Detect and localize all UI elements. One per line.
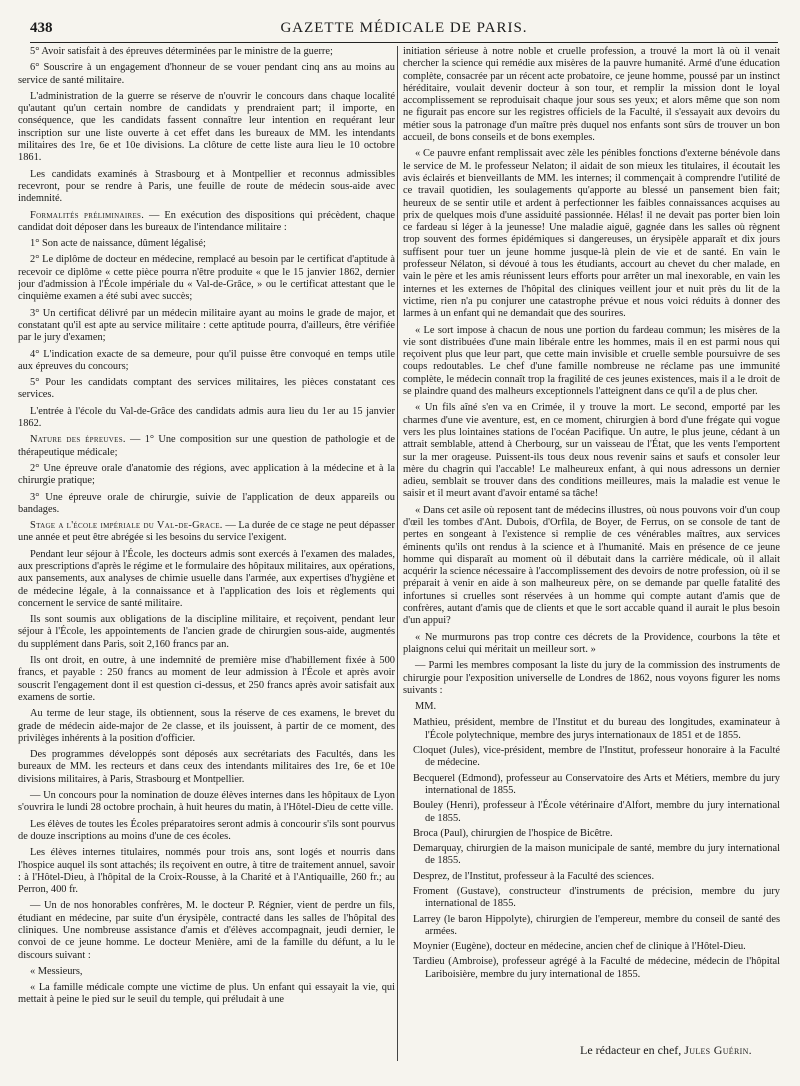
paragraph: « Ne murmurons pas trop contre ces décrets de la Providence, courbons la tête et plaignons celui qui méritait un meilleur sort. »: [403, 631, 780, 655]
paragraph-text: — En exécution des dispositions qui précèdent, chaque candidat doit déposer dans les bureaux de l'intendance militaire :: [18, 209, 395, 233]
jury-list-item: Moynier (Eugène), docteur en médecine, ancien chef de clinique à l'Hôtel-Dieu.: [413, 941, 746, 953]
page-number: 438: [30, 20, 53, 36]
paragraph: 3° Une épreuve orale de chirurgie, suivie de l'application de deux appareils ou bandages.: [18, 491, 395, 515]
paragraph: « Un fils aîné s'en va en Crimée, il y trouve la mort. Le second, emporté par les charmes d'une vie aventure, est, en ce moment, chirurgien à bord d'une frégate qui vogue vers les plus lointaines stations de l'océan Pacifique. Un autre, le plus jeune, cédant à un attrait semblable, attend à Cherbourg, sur un vaisseau de l'État, que les vents l'emportent sur la mer orageuse. Puissent-ils tous deux nous revenir sains et saufs et consoler leur mère du chagrin qui l'accable! Le malheureux enfant, à qui nous adressons un dernier adieu, semblait se trouver dans des conditions meilleures, mais la maladie est venue le saisir et il meurt avant d'avoir entamé sa tâche!: [403, 402, 780, 500]
paragraph: L'entrée à l'école du Val-de-Grâce des candidats admis aura lieu du 1er au 15 janvier 1862.: [18, 405, 395, 430]
paragraph-text: — La durée de ce stage ne peut dépasser une année et peut être abrégée si les besoins du service l'exigent.: [18, 520, 395, 544]
paragraph: Au terme de leur stage, ils obtiennent, sous la réserve de ces examens, le brevet du grade de médecin aide-major de 2e classe, et ils jouissent, à partir de ce moment, des privilèges inhérents à la position d'officier.: [18, 708, 395, 744]
jury-list-item: Mathieu, président, membre de l'Institut et du bureau des longitudes, examinateur à l'École polytechnique, membre des jurys internationaux de 1851 et de 1855.: [413, 717, 780, 741]
jury-list-item: Desprez, de l'Institut, professeur à la Faculté des sciences.: [413, 870, 655, 882]
section-heading: Stage a l'école impériale du Val-de-Grace.: [30, 520, 223, 532]
paragraph: Pendant leur séjour à l'École, les docteurs admis sont exercés à l'examen des malades, aux prescriptions d'après le régime et le formulaire des hôpitaux militaires, aux opérations, aux pansements, aux analyses de chimie usuelle dans l'armée, aux expertises d'hygiène et de médecine légale, à la connaissance et à l'application des lois et règlements qui concernent le service de santé militaire.: [18, 548, 395, 609]
left-column: [18, 46, 395, 1061]
paragraph: — Un concours pour la nomination de douze élèves internes dans les hôpitaux de Lyon s'ouvrira le lundi 28 octobre prochain, à huit heures du matin, à l'Hôtel-Dieu de cette ville.: [18, 790, 395, 814]
jury-list-item: Becquerel (Edmond), professeur au Conservatoire des Arts et Métiers, membre du jury international de 1855.: [413, 772, 780, 796]
paragraph: MM.: [415, 701, 437, 713]
jury-list-item: Tardieu (Ambroise), professeur agrégé à la Faculté de médecine, médecin de l'hôpital Lariboisière, membre du jury international de 1855.: [413, 956, 780, 980]
paragraph: 6° Souscrire à un engagement d'honneur de se vouer pendant cinq ans au moins au service de santé militaire.: [18, 62, 395, 86]
paragraph: 2° Le diplôme de docteur en médecine, remplacé au besoin par le certificat d'aptitude à recevoir ce diplôme « cette pièce pourra n'être produite « que le 15 janvier 1862, dernier jour d'admission à l'École impériale du « Val-de-Grâce, » ou le certificat attestant que le cinquième examen a été subi avec succès;: [18, 254, 395, 303]
paragraph: Les élèves de toutes les Écoles préparatoires seront admis à concourir s'ils sont pourvus de douze inscriptions au moins d'une de ces écoles.: [18, 818, 395, 842]
paragraph: 5° Pour les candidats comptant des services militaires, les pièces constatant ces services.: [18, 377, 395, 401]
page-header: [30, 18, 778, 40]
jury-list-item: Demarquay, chirurgien de la maison municipale de santé, membre du jury international de 1855.: [413, 843, 780, 867]
paragraph: — Un de nos honorables confrères, M. le docteur P. Régnier, vient de perdre un fils, étudiant en médecine, par suite d'un érysipèle, contracté dans les salles de l'hôpital des cliniques. Une nombreuse assistance d'amis et d'élèves accompagnait, jeudi dernier, le convoi de ce jeune homme. Le docteur Menière, ami de la famille du défunt, a lu le discours suivant :: [18, 900, 395, 961]
paragraph: L'administration de la guerre se réserve de n'ouvrir le concours dans chaque localité qu'autant qu'un certain nombre de candidats y prendraient part; il importe, en conséquence, que les candidats fassent connaître leur intention en requérant leur inscription sur une liste ouverte à cet effet dans les bureaux de MM. les intendants militaires des 1re, 6e et 10e divisions. La clôture de cette liste aura lieu le 10 octobre 1861.: [18, 90, 395, 164]
header-rule: [30, 42, 778, 43]
jury-list-item: Cloquet (Jules), vice-président, membre de l'Institut, professeur honoraire à la Faculté de médecine.: [413, 745, 780, 769]
paragraph: 3° Un certificat délivré par un médecin militaire ayant au moins le grade de major, et constatant qu'il est apte au service militaire : cette aptitude pourra, d'ailleurs, être vérifiée par le jury d'examen;: [18, 307, 395, 344]
right-column: [403, 46, 780, 1061]
paragraph: « Le sort impose à chacun de nous une portion du fardeau commun; les misères de la vie sont distribuées d'une main libérale entre les hommes, mais il en est parmi nous qui reçoivent plus que leur part, que cette main invisible et cruelle semble poursuivre de ses coups redoutables. Le chef d'une famille nombreuse ne réclame pas une immunité complète, le médecin connaît trop la fragilité de ces jeunes existences, mais il a le droit de se plaindre quand des malheurs exceptionnels l'atteignent dans ce qu'il a de plus cher.: [403, 324, 780, 398]
paragraph: « Messieurs,: [30, 965, 83, 977]
paragraph: « Dans cet asile où reposent tant de médecins illustres, où nous pouvons voir d'un coup d'œil les tombes d'Ant. Dubois, d'Orfila, de Boyer, de Ferrus, on se console de tant de pertes en songeant à l'existence si remplie de ces vénérables maîtres, aux services éminents qu'ils ont rendus à la science et à l'humanité. Mais en présence de ce jeune homme qui disparaît au moment où il débutait dans la carrière médicale, où il allait acquérir la science nécessaire à l'accomplissement des devoirs de notre profession, où il se préparait à venir en aide à son malheureux père, on se demande par quelle fatalité des infortunes si cruelles sont réservées à un homme qui compte autant d'amis que de confrères, autant d'amis que de clients et que le sort accable quand il aurait le plus besoin d'un appui?: [403, 504, 780, 627]
paragraph: 5° Avoir satisfait à des épreuves déterminées par le ministre de la guerre;: [30, 46, 333, 57]
section-heading: Nature des épreuves.: [30, 434, 126, 446]
section-paragraph: [18, 520, 395, 545]
paragraph: Ils ont droit, en outre, à une indemnité de première mise d'habillement fixée à 500 francs, et payable : 250 francs au moment de leur admission à l'École et après avoir souscrit l'engagement dont il est question ci-dessus, et 250 francs après avoir satisfait aux examens de sortie.: [18, 655, 395, 703]
paragraph: Des programmes développés sont déposés aux secrétariats des Facultés, dans les bureaux de MM. les recteurs et dans ceux des intendants militaires des 1re, 6e et 10e divisions militaires, à Paris, Strasbourg et Montpellier.: [18, 749, 395, 785]
paragraph-text: — 1° Une composition sur une question de pathologie et de thérapeutique médicale;: [18, 434, 395, 458]
signature-label: Le rédacteur en chef,: [580, 1043, 682, 1057]
signature: [580, 1043, 752, 1058]
jury-list-item: Froment (Gustave), constructeur d'instruments de précision, membre du jury international de 1855.: [413, 886, 780, 910]
paragraph: 4° L'indication exacte de sa demeure, pour qu'il puisse être convoqué en temps utile aux épreuves du concours;: [18, 348, 395, 372]
signature-name: Jules Guérin.: [684, 1043, 752, 1057]
paragraph: 2° Une épreuve orale d'anatomie des régions, avec application à la médecine et à la chirurgie pratique;: [18, 462, 395, 487]
jury-list-item: Larrey (le baron Hippolyte), chirurgien de l'empereur, membre du conseil de santé des armées.: [413, 913, 780, 937]
journal-title: GAZETTE MÉDICALE DE PARIS.: [280, 20, 528, 36]
column-divider: [397, 46, 398, 1061]
section-paragraph: [18, 434, 395, 459]
paragraph: « La famille médicale compte une victime de plus. Un enfant qui essayait la vie, qui mettait à peine le pied sur le seuil du temple, qui préludait à une: [18, 982, 395, 1006]
paragraph: Ils sont soumis aux obligations de la discipline militaire, et reçoivent, pendant leur séjour à l'École, les appointements de l'ancien grade de chirurgien sous-aide, augmentés du supplément dans Paris, soit 2,160 francs par an.: [18, 614, 395, 650]
paragraph: — Parmi les membres composant la liste du jury de la commission des instruments de chirurgie pour l'exposition universelle de Londres de 1862, nous voyons figurer les noms suivants :: [403, 660, 780, 696]
paragraph: initiation sérieuse à notre noble et cruelle profession, a trouvé la mort là où il venait chercher la science qui remédie aux misères de la pauvre humanité. Armé d'une éducation complète, consacrée par un récent acte probatoire, ce jeune homme, poussé par un instinct héréditaire, voulait devenir docteur à son tour, et remplir la mission dont le loyal accomplissement se reproduisait chaque jour sous ses yeux; et alors même que son nom ne figurait pas encore sur les registres officiels de la Faculté, il s'essayait aux devoirs du métier sous la patronage d'un maître près duquel nos enfants sont sûrs de trouver un bon accueil, de bons conseils et de bons exemples.: [403, 46, 780, 144]
section-paragraph: [18, 210, 395, 235]
paragraph: Les élèves internes titulaires, nommés pour trois ans, sont logés et nourris dans l'hospice auquel ils sont attachés; ils reçoivent en outre, à titre de traitement annuel, savoir : à l'Hôtel-Dieu, à l'hôpital de la Croix-Rousse, à la Charité et à l'Antiquaille, 260 fr.; au Perron, 400 fr.: [18, 847, 395, 896]
jury-list-item: Bouley (Henri), professeur à l'École vétérinaire d'Alfort, membre du jury international de 1855.: [413, 800, 780, 824]
jury-list-item: Broca (Paul), chirurgien de l'hospice de Bicêtre.: [413, 827, 613, 839]
paragraph: 1° Son acte de naissance, dûment légalisé;: [30, 238, 206, 250]
paragraph: « Ce pauvre enfant remplissait avec zèle les pénibles fonctions d'externe bénévole dans le service de M. le professeur Nelaton; il aidait de son mieux les titulaires, il écoutait les avis éclairés et bienveillants de MM. les internes; il commençait à comprendre l'utilité de ce travail quotidien, les soulagements qu'apporte au blessé un pansement bien fait; heureux de se sentir utile et ardent à perfectionner les faibles connaissances acquises au prix de quelques mois d'une assiduité passionnée. Hélas! il ne devait pas porter bien loin ce fardeau si léger à la jeunesse! Une maladie aiguë, gagnée dans les salles où règnent trop souvent des formes épidémiques si dangereuses, un érysipèle apparaît et dix jours suffisent pour tuer un jeune homme jusque-là plein de vie et de santé. En vain le professeur Nélaton, si dévoué à tous les étudiants, accourt au chevet du cher malade, en vain le père et les amis réunissent leurs efforts pour arrêter un mal inexorable, en vain les internes et les externes de l'hôpital des cliniques veillent jour et nuit près du lit de la victime, rien n'a pu conjurer une catastrophe prévue et nous voici réduits à donner des larmes à un enfant qui ne demandait que des sourires.: [403, 148, 780, 320]
paragraph: Les candidats examinés à Strasbourg et à Montpellier et reconnus admissibles recevront, pour se rendre à Paris, une feuille de route de médecin sous-aide avec indemnité.: [18, 168, 395, 205]
section-heading: Formalités préliminaires.: [30, 209, 145, 221]
